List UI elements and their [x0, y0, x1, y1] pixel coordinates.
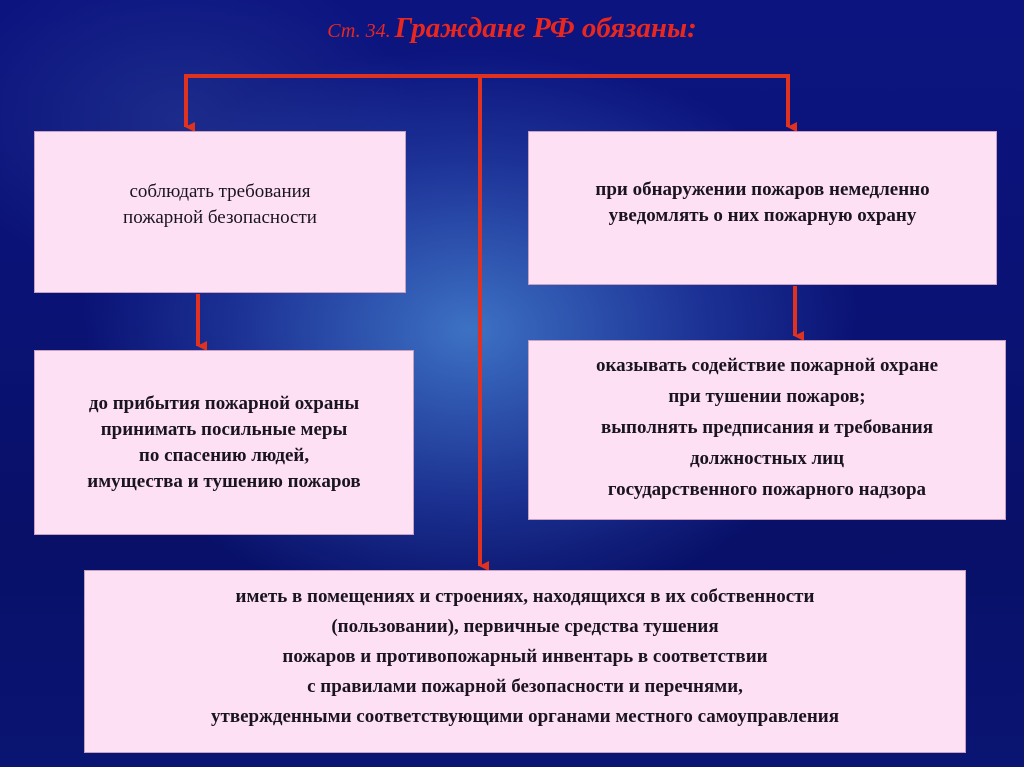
notify-fire-service-text: при обнаружении пожаров немедленно уведомлять о них пожарную охрану [595, 179, 930, 226]
observe-requirements-box [34, 131, 406, 293]
title-heading: Граждане РФ обязаны: [394, 12, 697, 44]
have-equipment-box [84, 570, 966, 753]
take-measures-text: до прибытия пожарной охраны принимать посильные меры по спасению людей, имущества и тушению пожаров [87, 392, 361, 492]
observe-requirements-text: соблюдать требования пожарной безопасности [123, 181, 317, 228]
have-equipment-text: иметь в помещениях и строениях, находящихся в их собственности (пользовании), первичные средства тушения пожаров и противопожарный инвентарь в соответствии с правилами пожарной безопасности и перечнями, утвержденными соответствующими органами местного самоуправления [210, 585, 839, 727]
article-number: Ст. 34. [327, 20, 391, 42]
assist-fire-service-text: оказывать содействие пожарной охране при тушении пожаров; выполнять предписания и требования должностных лиц государственного пожарного надзора [596, 354, 938, 500]
assist-fire-service-box [528, 340, 1006, 520]
take-measures-box [34, 350, 414, 535]
notify-fire-service-box [528, 131, 997, 285]
